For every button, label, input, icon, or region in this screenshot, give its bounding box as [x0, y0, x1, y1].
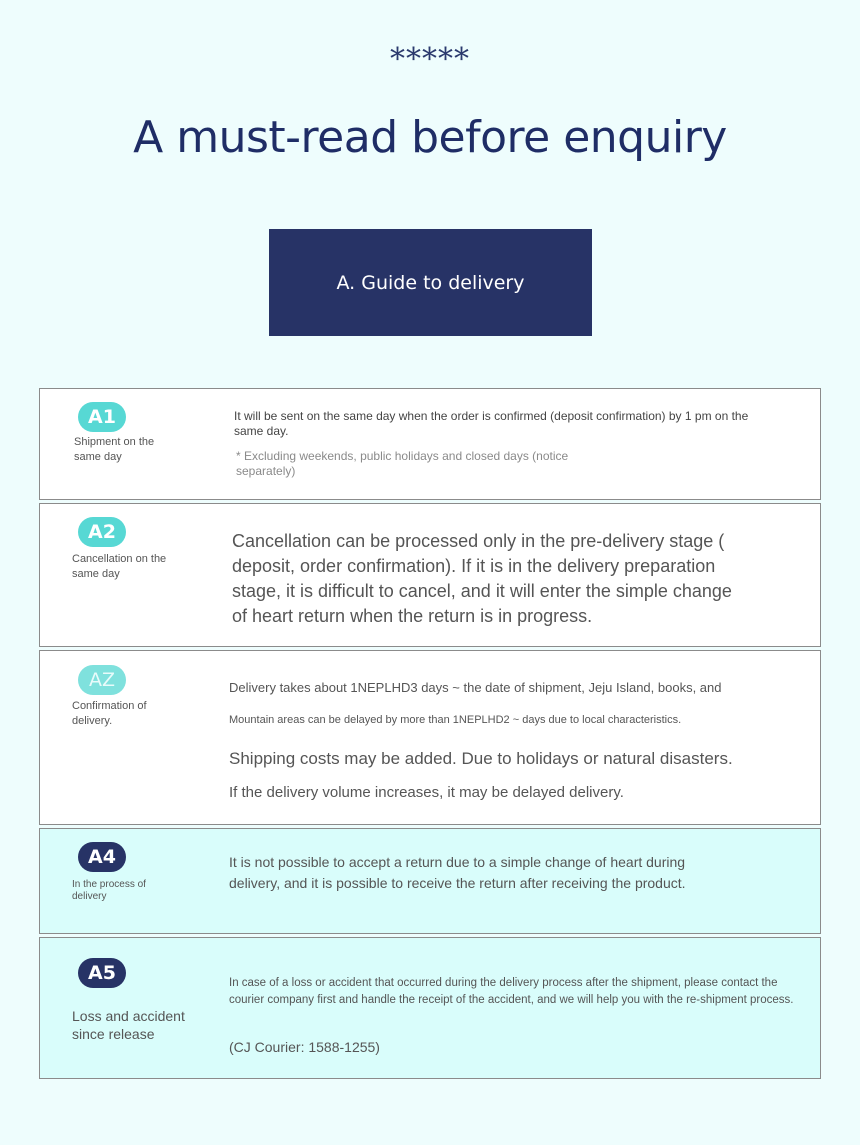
card-text: Shipping costs may be added. Due to holidays or natural disasters. [229, 749, 733, 768]
card-text: (CJ Courier: 1588-1255) [229, 1039, 380, 1055]
badge-a1: A1 [78, 402, 126, 432]
card-text: If the delivery volume increases, it may be delayed delivery. [229, 784, 624, 801]
card-text: Mountain areas can be delayed by more than 1NEPLHD2 ~ days due to local characteristics. [229, 714, 682, 726]
decorative-stars: ***** [390, 42, 470, 77]
faq-card-a5 [39, 937, 821, 1079]
card-text: It is not possible to accept a return due to a simple change of heart during delivery, and it is possible to receive the return after receiving the product. [229, 854, 686, 891]
faq-card-a1 [39, 388, 821, 500]
faq-card-a2 [39, 503, 821, 647]
card-note: * Excluding weekends, public holidays and closed days (notice separately) [236, 449, 569, 478]
card-label: Cancellation on the same day [72, 553, 167, 580]
faq-card-a3 [39, 650, 821, 825]
card-label: In the process of delivery [72, 879, 146, 902]
badge-a4: A4 [78, 842, 126, 872]
badge-a2: A2 [78, 517, 126, 547]
card-text: It will be sent on the same day when the order is confirmed (deposit confirmation) by 1 pm on the same day. [234, 409, 749, 438]
card-text: Delivery takes about 1NEPLHD3 days ~ the date of shipment, Jeju Island, books, and [229, 680, 722, 695]
card-text: In case of a loss or accident that occurred during the delivery process after the shipment, please contact the courier company first and handle the receipt of the accident, and we will help you with the re-shipment process. [229, 977, 794, 1006]
card-label: Confirmation of delivery. [72, 700, 147, 727]
badge-a3: AZ [78, 665, 126, 695]
card-text: Cancellation can be processed only in the pre-delivery stage ( deposit, order confirmation). If it is in the delivery preparation stage, it is difficult to cancel, and it will enter the simple change of heart return when the return is in progress. [232, 531, 732, 626]
page-title: A must-read before enquiry [133, 112, 727, 163]
faq-card-a4 [39, 828, 821, 934]
card-label: Loss and accident since release [72, 1008, 185, 1042]
card-label: Shipment on the same day [74, 436, 155, 463]
guide-to-delivery-button[interactable]: A. Guide to delivery [269, 229, 592, 336]
badge-a5: A5 [78, 958, 126, 988]
